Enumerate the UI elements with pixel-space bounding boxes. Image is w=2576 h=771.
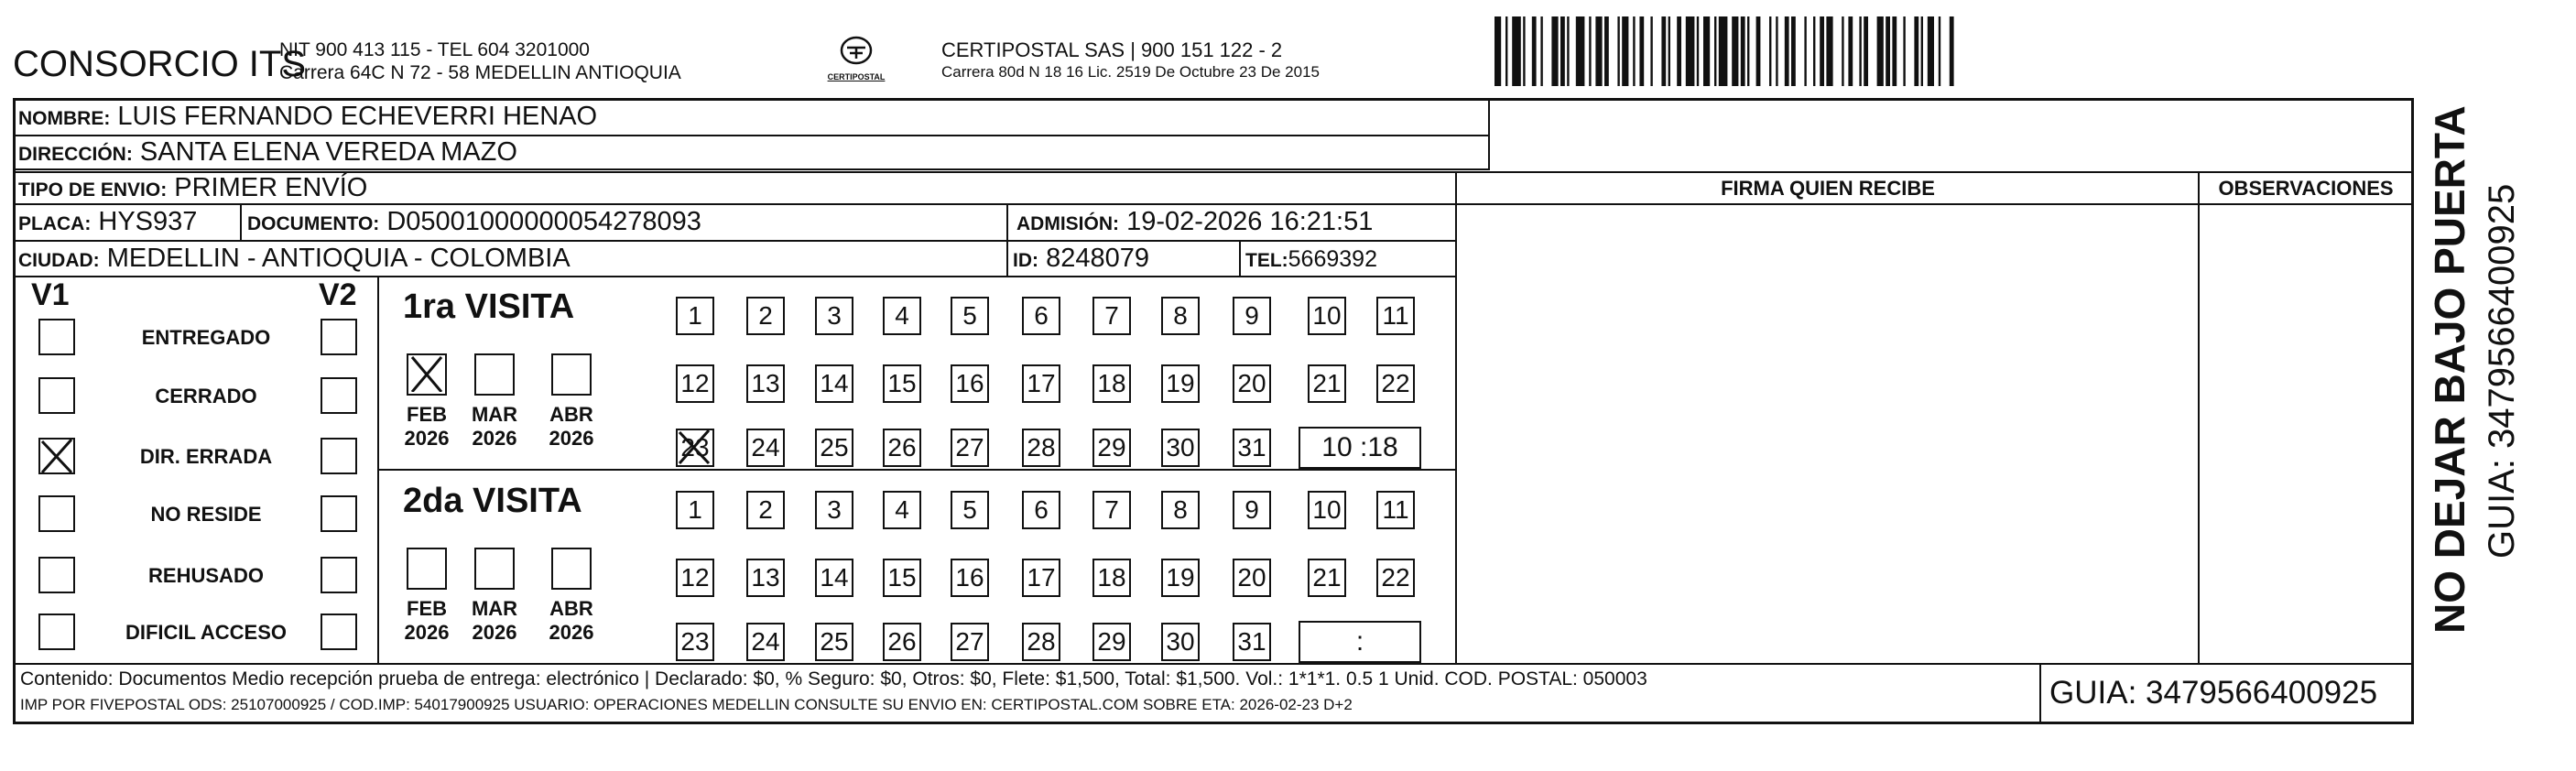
day-box[interactable]: 8	[1161, 297, 1200, 335]
day-box[interactable]: 3	[815, 491, 853, 529]
status-label: ENTREGADO	[141, 326, 271, 349]
placa-label: PLACA:	[18, 213, 92, 234]
tipo-label: TIPO DE ENVIO:	[18, 179, 168, 201]
sender-info	[279, 38, 681, 84]
footer-line1: Contenido: Documentos Medio recepción prueba de entrega: electrónico | Declarado: $0, % Seguro: $0, Otros: $0, Flete: $1,500, Total: $1,500. Vol.: 1*1*1. 0.5 1 Unid. COD. POSTAL: 050003	[20, 668, 1647, 690]
tel-value: 5669392	[1288, 246, 1377, 272]
v1-header: V1	[31, 277, 70, 312]
month-checkbox[interactable]	[407, 548, 447, 590]
direccion-label: DIRECCIÓN:	[18, 144, 133, 165]
day-box[interactable]: 17	[1022, 364, 1060, 403]
id-label: ID:	[1013, 250, 1038, 271]
status-label: NO RESIDE	[150, 503, 262, 526]
day-box[interactable]: 31	[1233, 623, 1271, 661]
status-label: CERRADO	[155, 385, 257, 407]
v2-header: V2	[319, 277, 357, 312]
day-box[interactable]: 24	[746, 429, 785, 467]
ciudad-value: MEDELLIN - ANTIOQUIA - COLOMBIA	[106, 244, 571, 273]
day-box[interactable]: 28	[1022, 623, 1060, 661]
day-box[interactable]: 29	[1092, 623, 1131, 661]
day-box[interactable]: 15	[883, 364, 921, 403]
v2-checkbox[interactable]	[321, 557, 357, 593]
barcode	[1495, 16, 2218, 86]
month-year: 2026	[472, 427, 517, 450]
documento-row	[247, 206, 701, 240]
courier-line2: Carrera 80d N 18 16 Lic. 2519 De Octubre 23 De 2015	[941, 63, 1320, 81]
direccion-value: SANTA ELENA VEREDA MAZO	[139, 137, 517, 167]
month-name: FEB	[407, 403, 447, 426]
day-box[interactable]: 13	[746, 559, 785, 597]
day-box[interactable]: 9	[1233, 491, 1271, 529]
status-label: DIFICIL ACCESO	[125, 621, 287, 644]
month-name: MAR	[471, 403, 518, 426]
month-checkbox[interactable]	[551, 353, 592, 396]
day-box[interactable]: 22	[1376, 364, 1415, 403]
month-year: 2026	[549, 427, 594, 450]
day-box[interactable]: 12	[676, 364, 714, 403]
sender-company: CONSORCIO ITS	[13, 44, 307, 84]
nombre-label: NOMBRE:	[18, 108, 111, 129]
id-row	[1013, 243, 1149, 277]
month-checkbox[interactable]	[551, 548, 592, 590]
day-box[interactable]: 10	[1308, 297, 1346, 335]
month-label	[544, 597, 599, 645]
v2-checkbox[interactable]	[321, 438, 357, 474]
v1-checkbox[interactable]	[38, 377, 75, 414]
month-name: ABR	[549, 597, 593, 620]
month-checkbox[interactable]	[474, 353, 515, 396]
day-box[interactable]: 29	[1092, 429, 1131, 467]
courier-logo	[815, 35, 897, 81]
day-box[interactable]: 6	[1022, 297, 1060, 335]
v2-checkbox[interactable]	[321, 377, 357, 414]
day-box[interactable]: 16	[951, 559, 989, 597]
nombre-value: LUIS FERNANDO ECHEVERRI HENAO	[117, 102, 598, 131]
day-box[interactable]: 5	[951, 297, 989, 335]
day-box[interactable]: 26	[883, 623, 921, 661]
day-box[interactable]: 1	[676, 297, 714, 335]
day-box[interactable]: 2	[746, 297, 785, 335]
month-label	[467, 597, 522, 645]
day-box[interactable]: 4	[883, 491, 921, 529]
day-box[interactable]: 14	[815, 364, 853, 403]
check-x-icon	[405, 352, 445, 392]
day-box[interactable]: 15	[883, 559, 921, 597]
v2-checkbox[interactable]	[321, 495, 357, 532]
day-box[interactable]: 20	[1233, 364, 1271, 403]
month-label	[544, 403, 599, 451]
month-year: 2026	[404, 427, 450, 450]
day-box[interactable]: 25	[815, 623, 853, 661]
v1-checkbox[interactable]	[38, 614, 75, 650]
footer-line2: IMP POR FIVEPOSTAL ODS: 25107000925 / COD.IMP: 54017900925 USUARIO: OPERACIONES MEDELLIN CONSULTE SU ENVIO EN: CERTIPOSTAL.COM SOBRE ETA: 2026-02-23 D+2	[20, 696, 1353, 713]
admision-label: ADMISIÓN:	[1016, 213, 1119, 234]
signature-area[interactable]	[1458, 206, 2196, 662]
day-box[interactable]: 27	[951, 623, 989, 661]
status-label: DIR. ERRADA	[139, 445, 273, 468]
day-box[interactable]: 26	[883, 429, 921, 467]
observaciones-area[interactable]	[2201, 206, 2410, 662]
courier-info	[941, 38, 1320, 82]
side-guia: GUIA: 3479566400925	[2482, 183, 2522, 559]
day-box[interactable]: 8	[1161, 491, 1200, 529]
admision-row	[1016, 206, 1373, 240]
day-box[interactable]: 1	[676, 491, 714, 529]
day-box[interactable]: 23	[676, 623, 714, 661]
day-box[interactable]: 27	[951, 429, 989, 467]
side-warning: NO DEJAR BAJO PUERTA	[2426, 105, 2473, 634]
day-box[interactable]: 11	[1376, 491, 1415, 529]
day-box[interactable]: 12	[676, 559, 714, 597]
month-year: 2026	[472, 621, 517, 644]
placa-row	[18, 206, 197, 240]
day-box[interactable]: 19	[1161, 559, 1200, 597]
month-name: FEB	[407, 597, 447, 620]
day-box[interactable]: 30	[1161, 623, 1200, 661]
day-box[interactable]: 6	[1022, 491, 1060, 529]
v2-checkbox[interactable]	[321, 614, 357, 650]
day-box[interactable]: 16	[951, 364, 989, 403]
tel-row	[1245, 244, 1377, 277]
month-checkbox[interactable]	[474, 548, 515, 590]
time-box[interactable]: 10 :18	[1299, 427, 1421, 469]
v1-checkbox[interactable]	[38, 319, 75, 355]
visit-title: 1ra VISITA	[403, 288, 575, 326]
documento-label: DOCUMENTO:	[247, 213, 380, 234]
day-box[interactable]: 23	[676, 429, 714, 467]
day-box[interactable]: 18	[1092, 364, 1131, 403]
day-box[interactable]: 5	[951, 491, 989, 529]
documento-value: D05001000000054278093	[386, 207, 701, 236]
id-value: 8248079	[1046, 244, 1149, 273]
observaciones-header: OBSERVACIONES	[2218, 177, 2394, 200]
day-box[interactable]: 3	[815, 297, 853, 335]
tipo-value: PRIMER ENVÍO	[174, 173, 368, 202]
ciudad-label: CIUDAD:	[18, 250, 100, 271]
day-box[interactable]: 25	[815, 429, 853, 467]
day-box[interactable]: 21	[1308, 559, 1346, 597]
v1-checkbox[interactable]	[38, 557, 75, 593]
month-label	[399, 597, 454, 645]
day-box[interactable]: 17	[1022, 559, 1060, 597]
day-box[interactable]: 7	[1092, 297, 1131, 335]
nombre-row	[18, 101, 597, 135]
month-year: 2026	[404, 621, 450, 644]
day-box[interactable]: 30	[1161, 429, 1200, 467]
day-box[interactable]: 21	[1308, 364, 1346, 403]
day-box[interactable]: 2	[746, 491, 785, 529]
day-box[interactable]: 7	[1092, 491, 1131, 529]
day-box[interactable]: 9	[1233, 297, 1271, 335]
day-box[interactable]: 24	[746, 623, 785, 661]
day-box[interactable]: 14	[815, 559, 853, 597]
footer-guia: GUIA: 3479566400925	[2049, 675, 2378, 711]
v2-checkbox[interactable]	[321, 319, 357, 355]
day-box[interactable]: 20	[1233, 559, 1271, 597]
day-box[interactable]: 11	[1376, 297, 1415, 335]
time-box[interactable]: :	[1299, 621, 1421, 663]
courier-logo-text: CERTIPOSTAL	[827, 72, 886, 81]
ciudad-row	[18, 243, 571, 277]
courier-line1: CERTIPOSTAL SAS | 900 151 122 - 2	[941, 38, 1283, 61]
signature-header: FIRMA QUIEN RECIBE	[1721, 177, 1935, 200]
day-box[interactable]: 13	[746, 364, 785, 403]
visit-title: 2da VISITA	[403, 482, 582, 520]
sender-line2: Carrera 64C N 72 - 58 MEDELLIN ANTIOQUIA	[279, 62, 681, 83]
day-box[interactable]: 31	[1233, 429, 1271, 467]
placa-value: HYS937	[98, 207, 198, 236]
day-box[interactable]: 4	[883, 297, 921, 335]
sender-line1: NIT 900 413 115 - TEL 604 3201000	[279, 39, 590, 60]
courier-logo-icon	[838, 35, 875, 68]
tel-label: TEL:	[1245, 250, 1288, 271]
direccion-row	[18, 136, 517, 170]
admision-value: 19-02-2026 16:21:51	[1126, 207, 1374, 236]
tipo-row	[18, 172, 367, 206]
day-box[interactable]: 28	[1022, 429, 1060, 467]
day-box[interactable]: 18	[1092, 559, 1131, 597]
month-year: 2026	[549, 621, 594, 644]
day-box[interactable]: 19	[1161, 364, 1200, 403]
check-x-icon	[674, 427, 714, 467]
month-name: ABR	[549, 403, 593, 426]
month-name: MAR	[471, 597, 518, 620]
v1-checkbox[interactable]	[38, 495, 75, 532]
day-box[interactable]: 10	[1308, 491, 1346, 529]
check-x-icon	[37, 436, 77, 476]
day-box[interactable]: 22	[1376, 559, 1415, 597]
month-label	[467, 403, 522, 451]
month-label	[399, 403, 454, 451]
status-label: REHUSADO	[148, 564, 264, 587]
